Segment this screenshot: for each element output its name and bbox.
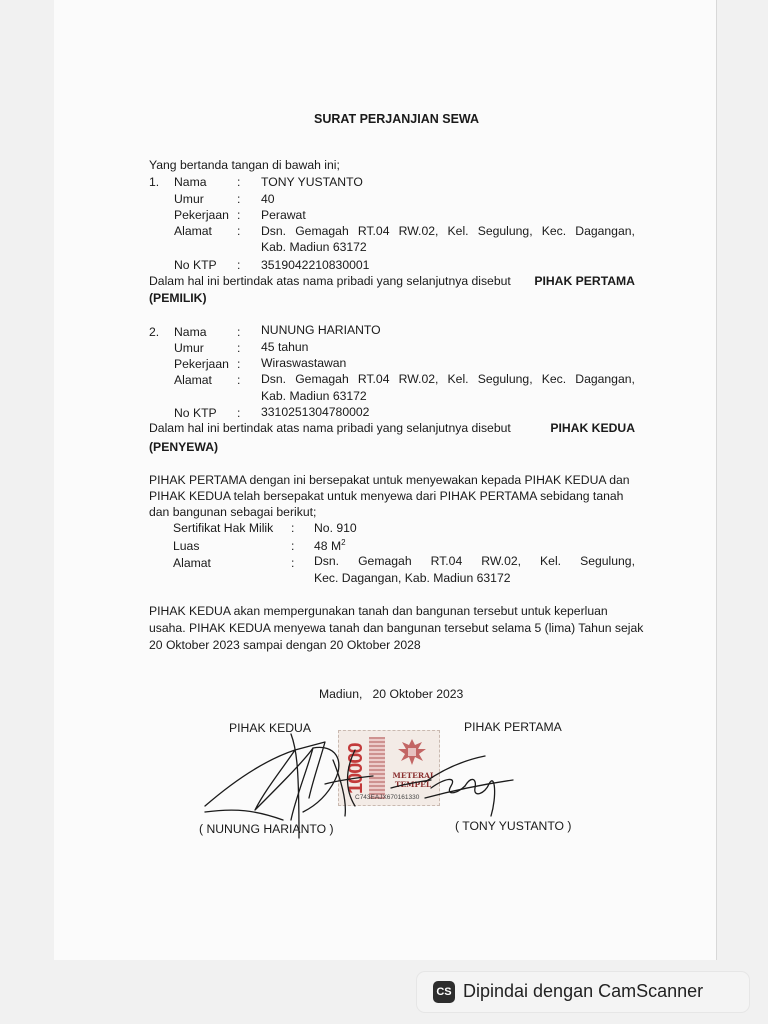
property-address-line2: Kec. Dagangan, Kab. Madiun 63172 bbox=[314, 571, 511, 585]
party1-number: 1. bbox=[149, 175, 160, 189]
address-word: Kec. bbox=[541, 372, 567, 386]
colon: : bbox=[237, 325, 241, 339]
camscanner-logo-icon: CS bbox=[433, 981, 455, 1003]
document-title: SURAT PERJANJIAN SEWA bbox=[314, 112, 480, 126]
party2-ktp-label: No KTP bbox=[174, 406, 217, 420]
address-word: Kel. bbox=[447, 224, 469, 238]
address-word: Kec. bbox=[541, 224, 567, 238]
party2-age-label: Umur bbox=[174, 341, 204, 355]
colon: : bbox=[237, 224, 241, 238]
party1-address-line2: Kab. Madiun 63172 bbox=[261, 240, 367, 254]
address-word: Dsn. bbox=[261, 224, 287, 238]
agreement-line2: PIHAK KEDUA telah bersepakat untuk menyewa dari PIHAK PERTAMA sebidang tanah bbox=[149, 489, 624, 503]
colon: : bbox=[237, 192, 241, 206]
certificate-value: No. 910 bbox=[314, 521, 357, 535]
party2-role-line1 bbox=[149, 421, 635, 435]
party1-address-label: Alamat bbox=[174, 224, 212, 238]
usage-line2: usaha. PIHAK KEDUA menyewa tanah dan bangunan tersebut selama 5 (lima) Tahun sejak bbox=[149, 621, 644, 635]
usage-line3: 20 Oktober 2023 sampai dengan 20 Oktober 2028 bbox=[149, 638, 421, 652]
party2-age: 45 tahun bbox=[261, 340, 309, 354]
party2-name: NUNUNG HARIANTO bbox=[261, 323, 381, 337]
address-word: RT.04 bbox=[357, 224, 390, 238]
address-word: Dsn. bbox=[261, 372, 287, 386]
address-word: Kel. bbox=[447, 372, 469, 386]
address-word: Dsn. bbox=[314, 554, 340, 568]
right-signature-strokes bbox=[391, 756, 513, 816]
colon: : bbox=[237, 208, 241, 222]
party1-name-label: Nama bbox=[174, 175, 207, 189]
address-word: Segulung, bbox=[477, 372, 533, 386]
colon: : bbox=[237, 373, 241, 387]
party1-role-line2: (PEMILIK) bbox=[149, 291, 207, 305]
property-address-line1 bbox=[314, 554, 635, 568]
area-number: 48 M bbox=[314, 539, 342, 554]
party2-job-label: Pekerjaan bbox=[174, 357, 229, 371]
party1-role-line1 bbox=[149, 274, 635, 288]
address-word: RT.04 bbox=[357, 372, 390, 386]
party2-job: Wiraswastawan bbox=[261, 356, 347, 370]
party2-role-text: Dalam hal ini bertindak atas nama pribadi yang selanjutnya disebut bbox=[149, 421, 511, 435]
party2-ktp: 3310251304780002 bbox=[261, 405, 370, 419]
party2-address-line2: Kab. Madiun 63172 bbox=[261, 389, 367, 403]
property-address-label: Alamat bbox=[173, 556, 211, 570]
party2-role-bold: PIHAK KEDUA bbox=[550, 421, 635, 435]
place-date: Madiun, 20 Oktober 2023 bbox=[319, 687, 464, 701]
colon: : bbox=[237, 175, 241, 189]
address-word: Dagangan, bbox=[575, 372, 635, 386]
party1-job: Perawat bbox=[261, 208, 306, 222]
address-word: Dagangan, bbox=[575, 224, 635, 238]
stamp-denomination: 10000 bbox=[345, 743, 367, 795]
party1-age: 40 bbox=[261, 192, 275, 206]
address-word: Segulung, bbox=[580, 554, 635, 568]
colon: : bbox=[291, 556, 295, 570]
address-word: Gemagah bbox=[358, 554, 412, 568]
area-value bbox=[314, 538, 346, 553]
agreement-line3: dan bangunan sebagai berikut; bbox=[149, 505, 317, 519]
address-word: Gemagah bbox=[295, 224, 349, 238]
right-signatory-name: ( TONY YUSTANTO ) bbox=[455, 819, 572, 833]
address-word: Gemagah bbox=[295, 372, 349, 386]
scanner-watermark bbox=[417, 972, 749, 1012]
address-word: Segulung, bbox=[477, 224, 533, 238]
stamp-serial: C743EAJX670161330 bbox=[355, 794, 420, 801]
party2-address-line1 bbox=[261, 372, 635, 386]
party1-ktp-label: No KTP bbox=[174, 258, 217, 272]
area-unit-superscript: 2 bbox=[341, 538, 346, 547]
party2-number: 2. bbox=[149, 325, 160, 339]
colon: : bbox=[237, 341, 241, 355]
stamp-label-line2: TEMPEL bbox=[394, 780, 432, 789]
area-label: Luas bbox=[173, 539, 200, 553]
address-word: RW.02, bbox=[398, 224, 439, 238]
scanner-watermark-text: Dipindai dengan CamScanner bbox=[463, 981, 704, 1001]
colon: : bbox=[237, 406, 241, 420]
colon: : bbox=[237, 357, 241, 371]
usage-line1: PIHAK KEDUA akan mempergunakan tanah dan bangunan tersebut untuk keperluan bbox=[149, 604, 608, 618]
left-signatory-name: ( NUNUNG HARIANTO ) bbox=[199, 822, 334, 836]
party1-age-label: Umur bbox=[174, 192, 204, 206]
colon: : bbox=[291, 539, 295, 553]
address-word: RW.02, bbox=[481, 554, 522, 568]
right-signature-title: PIHAK PERTAMA bbox=[464, 720, 562, 734]
address-word: RT.04 bbox=[430, 554, 463, 568]
intro-text: Yang bertanda tangan di bawah ini; bbox=[149, 158, 340, 172]
party2-role-line2: (PENYEWA) bbox=[149, 440, 219, 454]
party1-address-line1 bbox=[261, 224, 635, 238]
party1-job-label: Pekerjaan bbox=[174, 208, 229, 222]
party1-name: TONY YUSTANTO bbox=[261, 175, 363, 189]
party1-ktp: 3519042210830001 bbox=[261, 258, 370, 272]
party1-role-text: Dalam hal ini bertindak atas nama pribadi yang selanjutnya disebut bbox=[149, 274, 511, 288]
certificate-label: Sertifikat Hak Milik bbox=[173, 521, 274, 535]
stamp-label-line1: METERAI bbox=[392, 771, 434, 780]
colon: : bbox=[237, 258, 241, 272]
agreement-line1: PIHAK PERTAMA dengan ini bersepakat untuk menyewakan kepada PIHAK KEDUA dan bbox=[149, 473, 630, 487]
colon: : bbox=[291, 521, 295, 535]
left-signature-title: PIHAK KEDUA bbox=[229, 721, 311, 735]
party2-address-label: Alamat bbox=[174, 373, 212, 387]
address-word: RW.02, bbox=[398, 372, 439, 386]
party2-name-label: Nama bbox=[174, 325, 207, 339]
address-word: Kel. bbox=[540, 554, 562, 568]
party1-role-bold: PIHAK PERTAMA bbox=[534, 274, 635, 288]
